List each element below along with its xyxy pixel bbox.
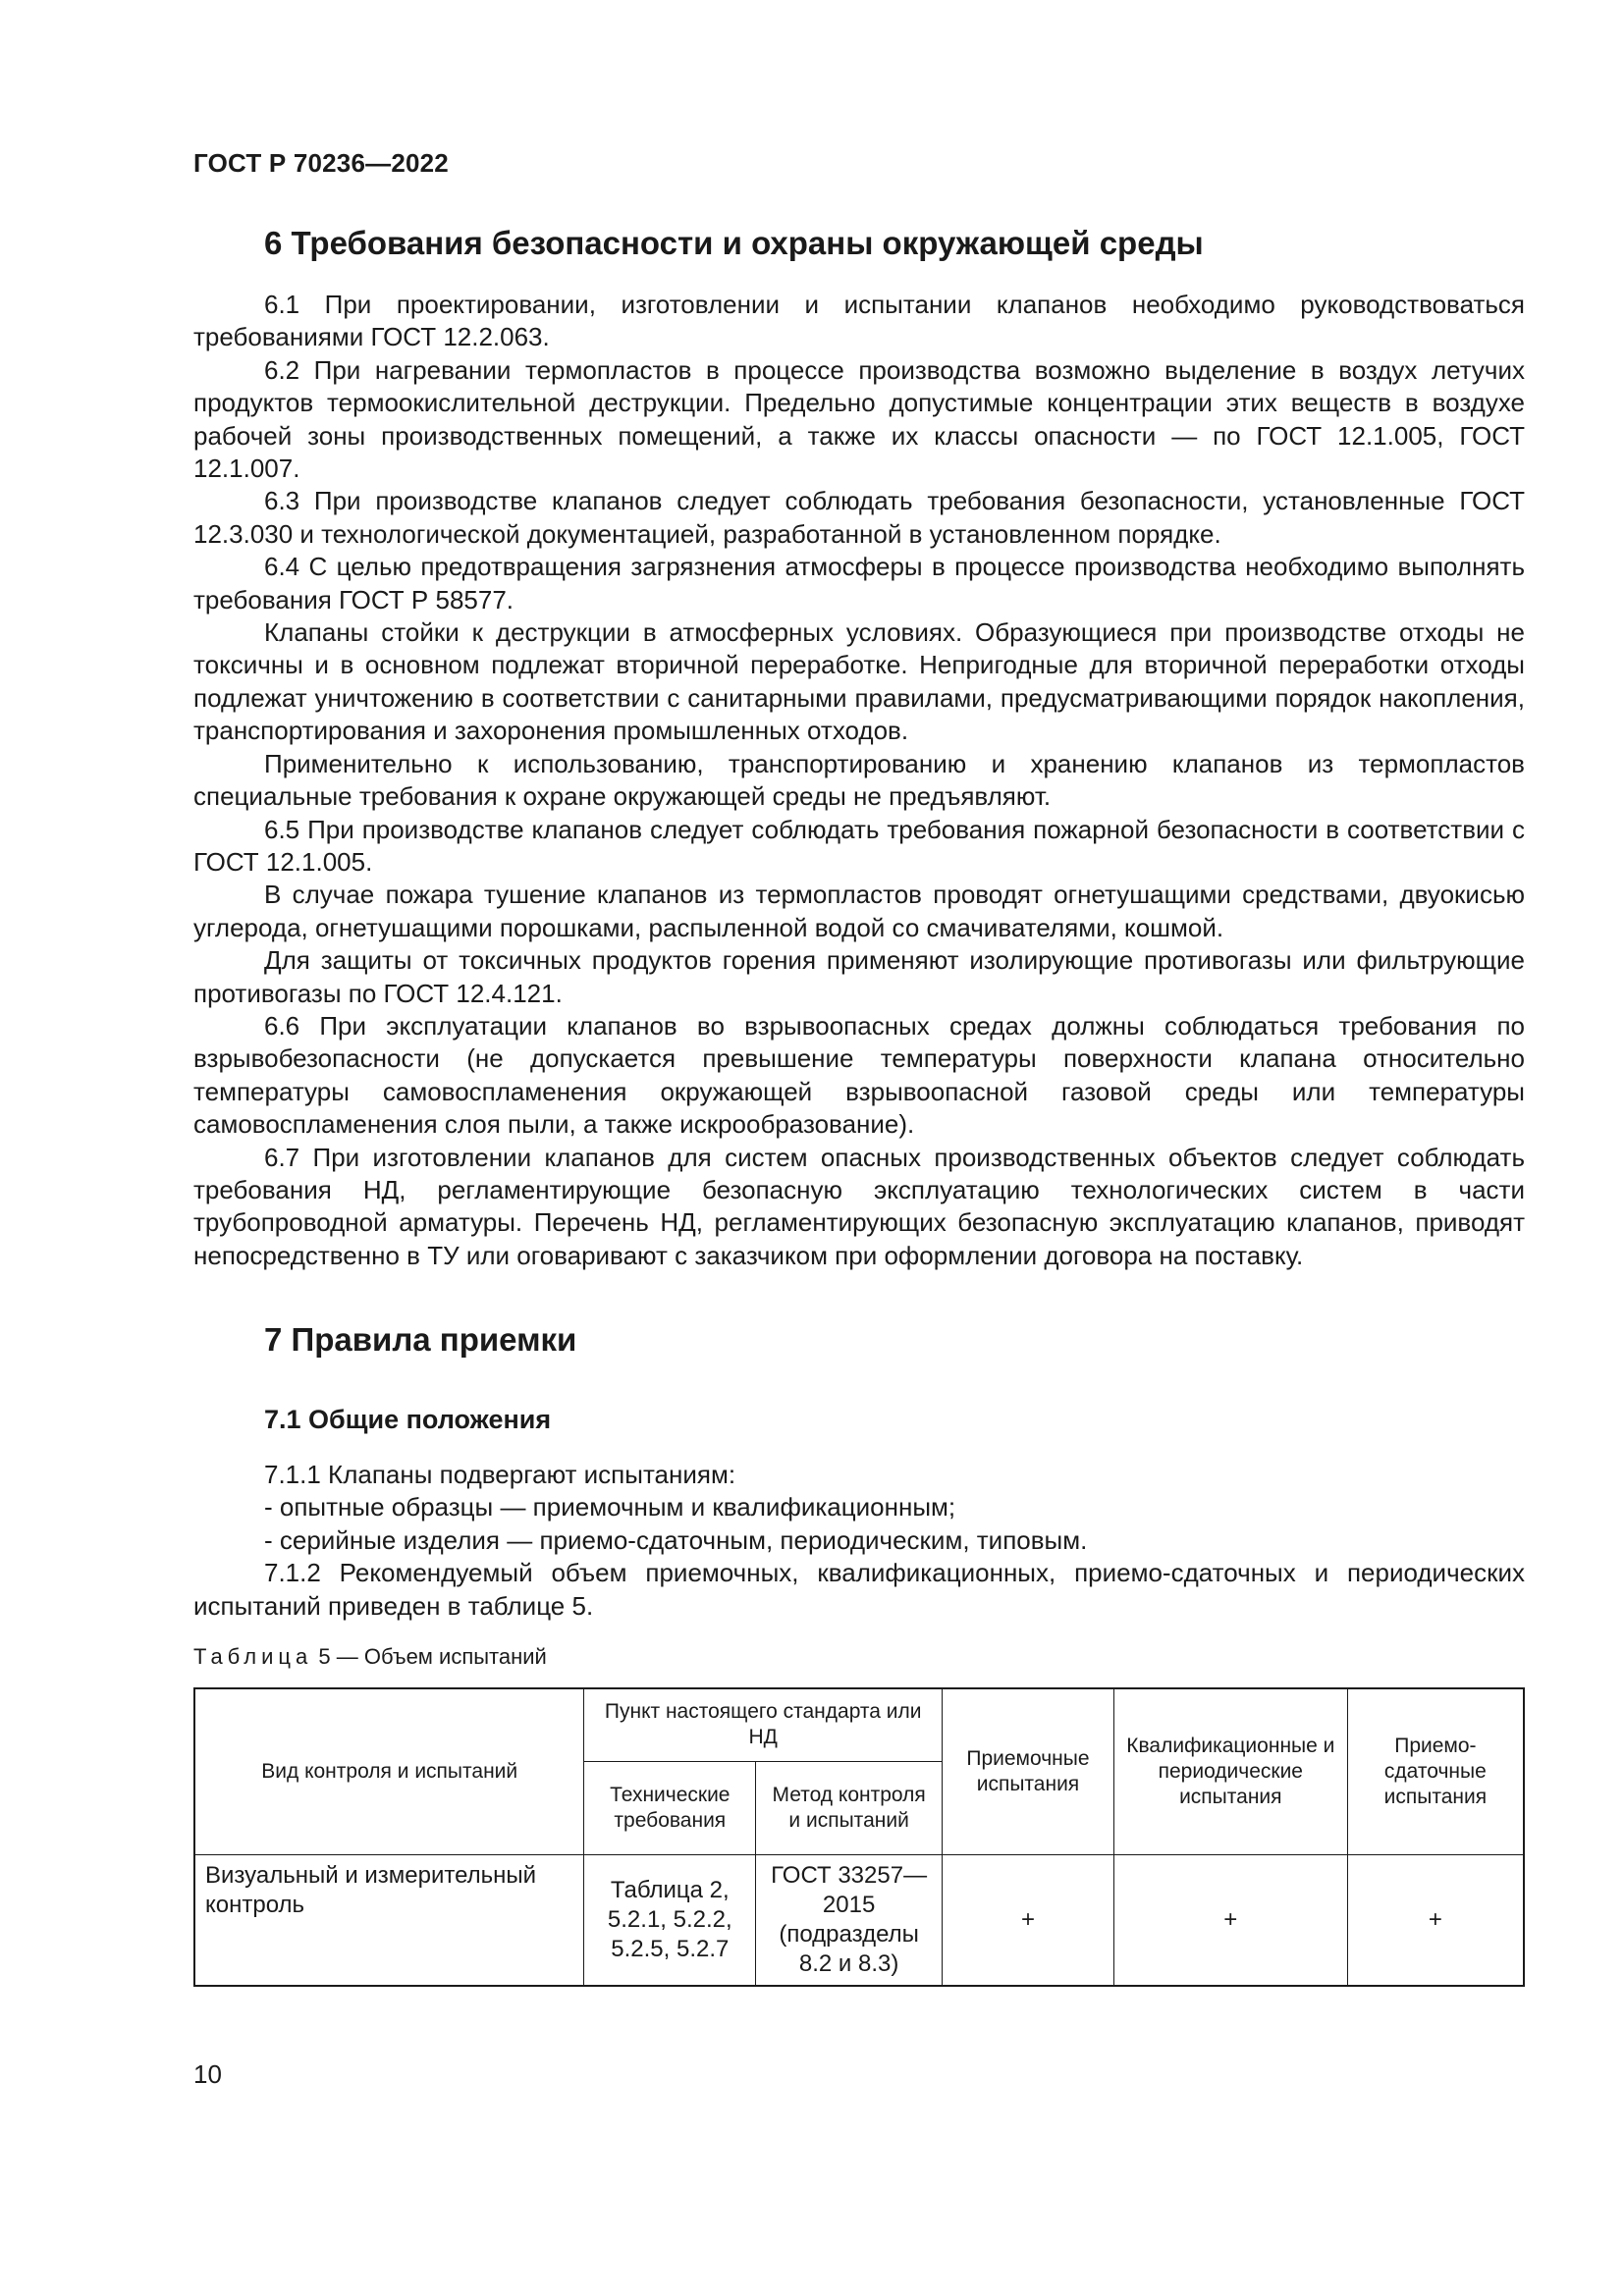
cell-qualification: + bbox=[1113, 1854, 1347, 1986]
paragraph-6-3: 6.3 При производстве клапанов следует соблюдать требования безопасности, установленные ГОСТ 12.3.030 и технологической документацией, разработанной в установленном порядке. bbox=[193, 486, 1525, 549]
table-5 bbox=[193, 1687, 1525, 1987]
paragraph-6-5-extinguishing: В случае пожара тушение клапанов из термопластов проводят огнетушащими средствами, двуокисью углерода, огнетушащими порошками, распыленной водой со смачивателями, кошмой. bbox=[193, 880, 1525, 942]
paragraph-6-1: 6.1 При проектировании, изготовлении и испытании клапанов необходимо руководствоваться требованиями ГОСТ 12.2.063. bbox=[193, 290, 1525, 352]
paragraph-6-4-environment: Применительно к использованию, транспортированию и хранению клапанов из термопластов специальные требования к охране окружающей среды не предъявляют. bbox=[193, 748, 1525, 812]
paragraph-7-1-1: 7.1.1 Клапаны подвергают испытаниям: bbox=[264, 1460, 736, 1489]
paragraph-6-7: 6.7 При изготовлении клапанов для систем опасных производственных объектов следует соблюдать требования НД, регламентирующие безопасную эксплуатацию технологических систем в части трубопроводной арматуры. Перечень НД, регламентирующих безопасную эксплуатацию клапанов, приводят непосредственно в ТУ или оговаривают с заказчиком при оформлении договора на поставку. bbox=[193, 1142, 1525, 1270]
subsection-7-1-title: 7.1 Общие положения bbox=[264, 1405, 552, 1434]
page-number: 10 bbox=[193, 2059, 222, 2089]
paragraph-6-2: 6.2 При нагревании термопластов в процессе производства возможно выделение в воздух летучих продуктов термоокислительной деструкции. Предельно допустимые концентрации этих веществ в воздухе рабочей зоны производственных помещений, а также их классы опасности — по ГОСТ 12.1.005, ГОСТ 12.1.007. bbox=[193, 354, 1525, 484]
section-6-body bbox=[193, 289, 1525, 1272]
list-item-prototypes: - опытные образцы — приемочным и квалификационным; bbox=[264, 1492, 956, 1522]
cell-tech: Таблица 2, 5.2.1, 5.2.2, 5.2.5, 5.2.7 bbox=[584, 1854, 756, 1986]
header-acceptance: Приемочные испытания bbox=[943, 1688, 1114, 1854]
section-7-body bbox=[193, 1459, 1525, 1623]
cell-acceptance: + bbox=[943, 1854, 1114, 1986]
paragraph-6-6: 6.6 При эксплуатации клапанов во взрывоопасных средах должны соблюдаться требования по взрывобезопасности (не допускается превышение температуры поверхности клапана относительно температуры самовоспламенения окружающей взрывоопасной газовой среды или температуры самовоспламенения слоя пыли, а также искрообразование). bbox=[193, 1010, 1525, 1140]
paragraph-6-5-gas-masks: Для защиты от токсичных продуктов горения применяют изолирующие противогазы или фильтрующие противогазы по ГОСТ 12.4.121. bbox=[193, 945, 1525, 1008]
table-caption-title: 5 — Объем испытаний bbox=[312, 1644, 547, 1669]
header-delivery: Приемо-сдаточные испытания bbox=[1347, 1688, 1524, 1854]
cell-kind: Визуальный и измерительный контроль bbox=[194, 1854, 584, 1986]
table-caption-word: Таблица bbox=[193, 1644, 313, 1669]
table-5-caption bbox=[193, 1643, 547, 1671]
header-qualification: Квалификационные и периодические испытания bbox=[1113, 1688, 1347, 1854]
paragraph-6-5: 6.5 При производстве клапанов следует соблюдать требования пожарной безопасности в соответствии с ГОСТ 12.1.005. bbox=[193, 814, 1525, 877]
paragraph-6-4: 6.4 С целью предотвращения загрязнения атмосферы в процессе производства необходимо выполнять требования ГОСТ Р 58577. bbox=[193, 552, 1525, 614]
header-method: Метод контроля и испытаний bbox=[756, 1761, 943, 1854]
document-page bbox=[193, 0, 1525, 2296]
running-header: ГОСТ Р 70236—2022 bbox=[193, 148, 449, 178]
header-clause: Пункт настоящего стандарта или НД bbox=[584, 1688, 943, 1761]
section-7-title: 7 Правила приемки bbox=[264, 1321, 577, 1358]
list-item-serial: - серийные изделия — приемо-сдаточным, периодическим, типовым. bbox=[264, 1524, 1088, 1555]
paragraph-6-4-waste: Клапаны стойки к деструкции в атмосферных условиях. Образующиеся при производстве отходы не токсичны и в основном подлежат вторичной переработке. Непригодные для вторичной переработки отходы подлежат уничтожению в соответствии с санитарными правилами, предусматривающими порядок накопления, транспортирования и захоронения промышленных отходов. bbox=[193, 617, 1525, 746]
header-tech: Технические требования bbox=[584, 1761, 756, 1854]
cell-delivery: + bbox=[1347, 1854, 1524, 1986]
section-6-title: 6 Требования безопасности и охраны окружающей среды bbox=[264, 225, 1204, 261]
cell-method: ГОСТ 33257—2015 (подразделы 8.2 и 8.3) bbox=[756, 1854, 943, 1986]
header-kind: Вид контроля и испытаний bbox=[194, 1688, 584, 1854]
paragraph-7-1-2: 7.1.2 Рекомендуемый объем приемочных, квалификационных, приемо-сдаточных и периодических испытаний приведен в таблице 5. bbox=[193, 1558, 1525, 1621]
table-row bbox=[194, 1854, 1524, 1986]
